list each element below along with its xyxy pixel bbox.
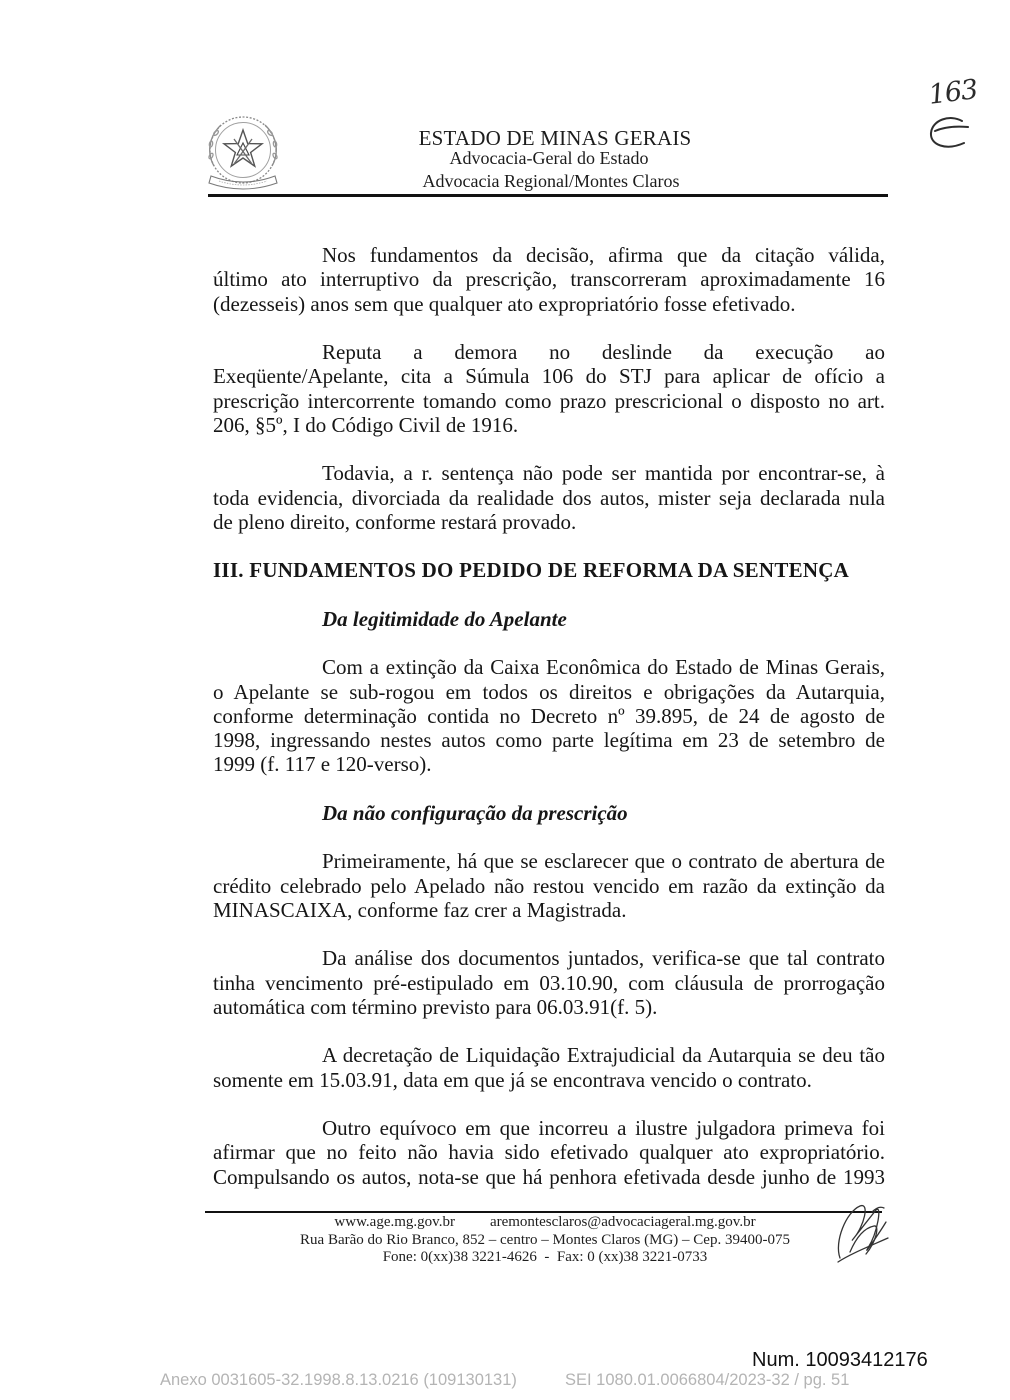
footer-divider — [205, 1211, 882, 1213]
header-title: ESTADO DE MINAS GERAIS — [418, 126, 692, 150]
paragraph-line: 206, §5º, I do Código Civil de 1916. — [213, 412, 519, 437]
paragraph-line: tinha vencimento pré-estipulado em 03.10.90, com cláusula de prorrogação — [213, 970, 885, 995]
paragraph-line: conforme determinação contida no Decreto nº 39.895, de 24 de agosto de — [213, 703, 885, 728]
annex-stamp: Anexo 0031605-32.1998.8.13.0216 (109130131) — [160, 1371, 517, 1389]
paragraph-line: de pleno direito, conforme restará provado. — [213, 509, 577, 534]
coat-of-arms-seal-icon — [197, 112, 289, 194]
paragraph-line: 1999 (f. 117 e 120-verso). — [213, 752, 432, 777]
signature-icon — [830, 1198, 892, 1270]
paragraph-line: somente em 15.03.91, data em que já se encontrava vencido o contrato. — [213, 1067, 812, 1092]
paragraph-line: automática com término previsto para 06.03.91(f. 5). — [213, 994, 658, 1019]
paragraph-line: Exeqüente/Apelante, cita a Súmula 106 do STJ para aplicar de ofício a — [213, 364, 885, 389]
footer-website: www.age.mg.gov.br — [334, 1214, 455, 1230]
section-heading: III. FUNDAMENTOS DO PEDIDO DE REFORMA DA SENTENÇA — [213, 558, 850, 583]
header-subtitle: Advocacia-Geral do Estado — [449, 148, 649, 168]
paragraph-6 — [213, 946, 885, 1019]
paragraph-line: toda evidencia, divorciada da realidade dos autos, mister seja declarada nula — [213, 485, 885, 510]
paragraph-8 — [213, 1116, 885, 1189]
header-office: Advocacia Regional/Montes Claros — [422, 171, 680, 191]
paragraph-line: A decretação de Liquidação Extrajudicial da Autarquia se deu tão — [322, 1043, 885, 1068]
paragraph-line: afirmar que no feito não havia sido efetivado qualquer ato expropriatório. — [213, 1140, 885, 1165]
paragraph-line: Reputa a demora no deslinde da execução ao — [322, 340, 885, 364]
paragraph-5 — [213, 849, 885, 922]
paragraph-line: Com a extinção da Caixa Econômica do Estado de Minas Gerais, — [322, 655, 885, 680]
paragraph-line: último ato interruptivo da prescrição, transcorreram aproximadamente 16 — [213, 267, 885, 292]
handwritten-page-number: 163 — [927, 74, 979, 111]
footer-contacts — [205, 1214, 885, 1232]
document-body — [213, 243, 885, 1213]
paragraph-line: Todavia, a r. sentença não pode ser mantida por encontrar-se, à — [322, 461, 885, 486]
paragraph-line: Primeiramente, há que se esclarecer que o contrato de abertura de — [322, 849, 885, 874]
paragraph-line: Outro equívoco em que incorreu a ilustre julgadora primeva foi — [322, 1116, 885, 1140]
paragraph-line: Nos fundamentos da decisão, afirma que da citação válida, — [322, 243, 885, 267]
footer-phones: Fone: 0(xx)38 3221-4626 - Fax: 0 (xx)38 3221-0733 — [382, 1249, 708, 1265]
header-divider — [208, 194, 888, 197]
footer-email: aremontesclaros@advocaciageral.mg.gov.br — [489, 1214, 756, 1230]
sei-stamp: SEI 1080.01.0066804/2023-32 / pg. 51 — [565, 1371, 850, 1389]
paragraph-line: Compulsando os autos, nota-se que há penhora efetivada desde junho de 1993 — [213, 1164, 885, 1189]
footer-address: Rua Barão do Rio Branco, 852 – centro – Montes Claros (MG) – Cep. 39400-075 — [300, 1231, 790, 1248]
paragraph-line: (dezesseis) anos sem que qualquer ato expropriatório fosse efetivado. — [213, 291, 796, 316]
handwritten-rubric-icon — [924, 114, 972, 154]
paragraph-1 — [213, 243, 885, 316]
document-number: Num. 10093412176 — [752, 1349, 928, 1371]
paragraph-3 — [213, 461, 885, 534]
paragraph-line: MINASCAIXA, conforme faz crer a Magistrada. — [213, 897, 627, 922]
paragraph-7 — [213, 1043, 885, 1092]
paragraph-2 — [213, 340, 885, 437]
paragraph-4 — [213, 655, 885, 776]
subsection-heading-legitimidade: Da legitimidade do Apelante — [322, 606, 567, 631]
paragraph-line: o Apelante se sub-rogou em todos os direitos e obrigações da Autarquia, — [213, 679, 885, 704]
paragraph-line: prescrição intercorrente tomando como prazo prescricional o disposto no art. — [213, 388, 885, 413]
paragraph-line: 1998, ingressando nestes autos como parte legítima em 23 de setembro de — [213, 728, 885, 752]
paragraph-line: Da análise dos documentos juntados, verifica-se que tal contrato — [322, 946, 885, 971]
paragraph-line: crédito celebrado pelo Apelado não restou vencido em razão da extinção da — [213, 873, 885, 898]
footer — [205, 1214, 885, 1267]
subsection-heading-prescricao: Da não configuração da prescrição — [322, 800, 628, 825]
